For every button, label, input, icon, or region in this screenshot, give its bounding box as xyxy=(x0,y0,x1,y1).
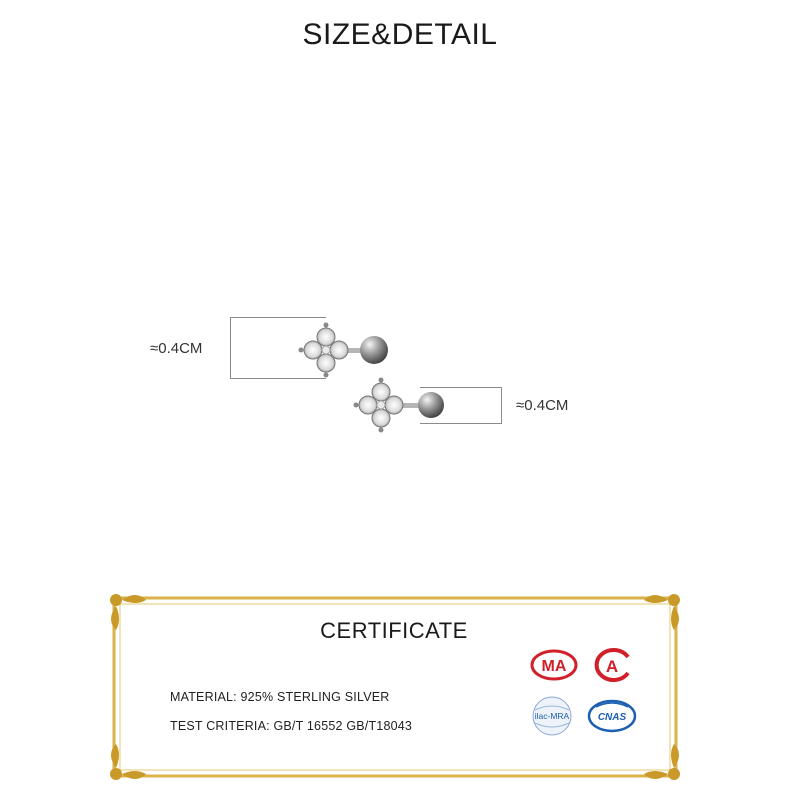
cma-logo-icon xyxy=(529,648,579,682)
cnas-logo-text: CNAS xyxy=(597,712,627,723)
cal-logo-icon xyxy=(590,647,634,683)
dimension-label-right: ≈0.4CM xyxy=(516,397,569,414)
ilac-logo-text: ilac-MRA xyxy=(534,711,570,721)
cal-logo-text: A xyxy=(605,657,619,676)
certificate-material: MATERIAL: 925% STERLING SILVER xyxy=(170,690,390,704)
ilac-mra-logo-icon xyxy=(527,694,577,738)
cma-logo-text: MA xyxy=(541,658,567,675)
cnas-logo-icon xyxy=(586,698,638,734)
certificate-test-criteria: TEST CRITERIA: GB/T 16552 GB/T18043 xyxy=(170,719,413,733)
dimension-label-left: ≈0.4CM xyxy=(150,340,203,357)
page-title: SIZE&DETAIL xyxy=(302,18,498,51)
corner-ornament-bottom-right xyxy=(644,744,680,780)
earring-image-lower xyxy=(345,370,455,450)
certificate-title: CERTIFICATE xyxy=(320,618,468,643)
corner-ornament-bottom-left xyxy=(110,744,146,780)
